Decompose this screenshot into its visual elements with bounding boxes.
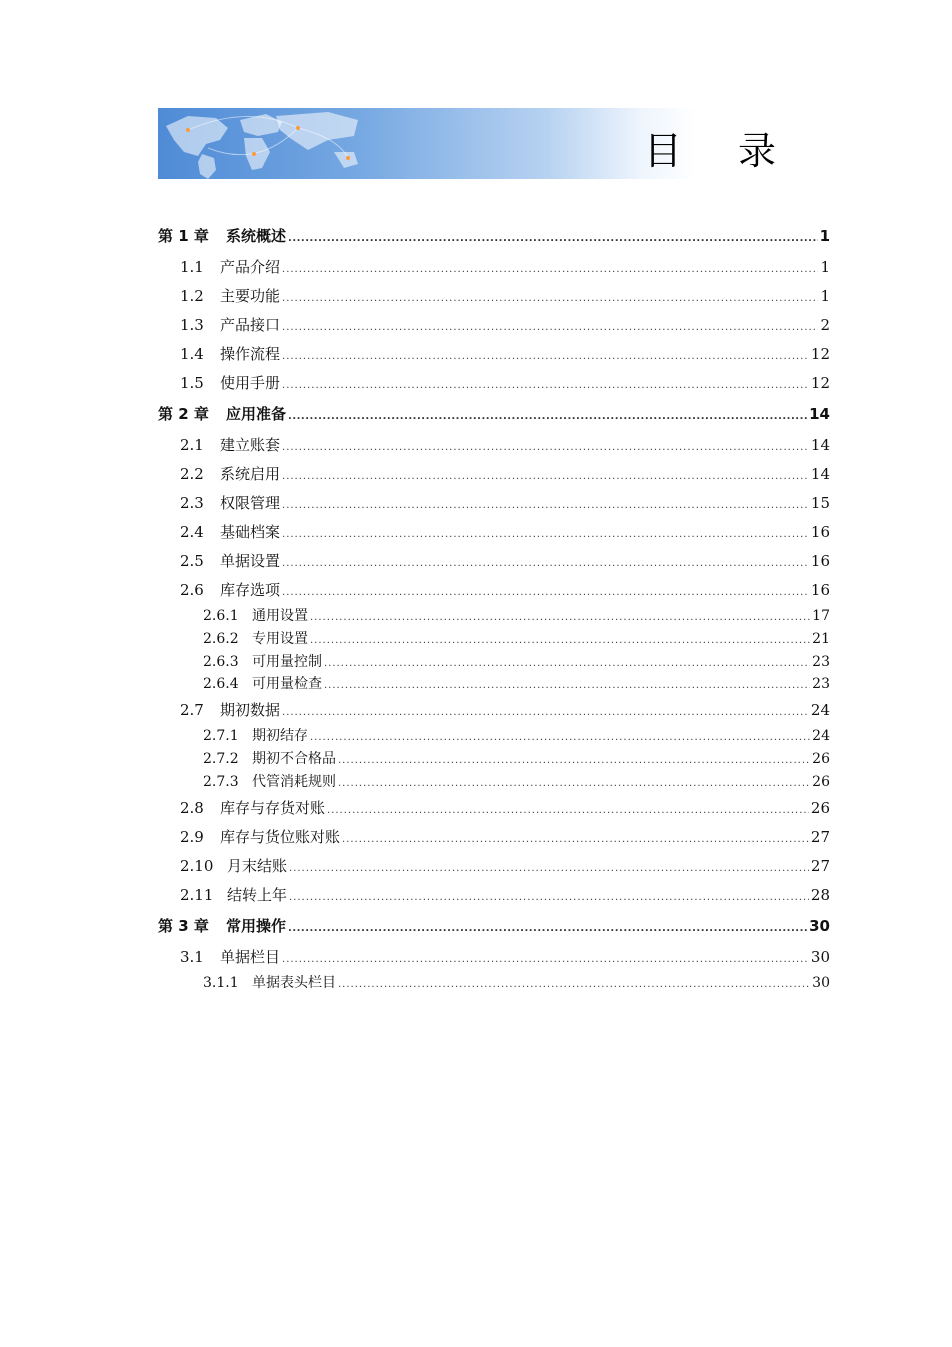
toc-entry[interactable] — [158, 341, 830, 370]
toc-number: 2.3 — [180, 494, 204, 512]
toc-page-number: 21 — [812, 630, 830, 647]
toc-leader-dots — [289, 882, 809, 911]
toc-entry[interactable] — [158, 973, 830, 996]
toc-title: 专用设置 — [252, 630, 308, 647]
toc-number: 1.5 — [180, 374, 204, 392]
toc-entry[interactable] — [158, 490, 830, 519]
toc-leader-dots — [282, 432, 809, 461]
toc-title: 单据栏目 — [220, 947, 281, 966]
toc-entry[interactable] — [158, 254, 830, 283]
toc-entry[interactable] — [158, 772, 830, 795]
toc-leader-dots — [327, 795, 809, 824]
toc-title: 权限管理 — [220, 494, 281, 512]
toc-page-number: 30 — [810, 947, 830, 966]
toc-title: 库存与货位账对账 — [220, 827, 341, 846]
toc-chapter[interactable] — [158, 399, 830, 432]
toc-leader-dots — [282, 283, 818, 312]
toc-title: 可用量控制 — [252, 653, 322, 670]
toc-number: 2.4 — [180, 523, 204, 541]
toc-leader-dots — [310, 629, 810, 652]
toc-entry[interactable] — [158, 370, 830, 399]
toc-number: 3.1.1 — [203, 974, 239, 991]
toc-number: 2.7.3 — [203, 773, 239, 790]
toc-page-number: 24 — [812, 728, 830, 745]
header-banner — [158, 108, 830, 179]
toc-number: 2.2 — [180, 465, 204, 483]
toc-number: 1.3 — [180, 316, 204, 334]
toc-entry[interactable] — [158, 548, 830, 577]
toc-page-number: 1 — [819, 227, 830, 245]
toc-title: 应用准备 — [226, 405, 287, 423]
toc-title: 主要功能 — [220, 287, 281, 305]
toc-number: 2.7.1 — [203, 728, 239, 745]
toc-title: 代管消耗规则 — [252, 773, 336, 790]
toc-page-number: 24 — [810, 701, 830, 720]
toc-title: 基础档案 — [220, 523, 281, 541]
toc-title: 通用设置 — [252, 608, 308, 624]
toc-page-number: 16 — [810, 552, 830, 570]
toc-leader-dots — [282, 341, 809, 370]
toc-title: 产品接口 — [220, 316, 281, 334]
toc-entry[interactable] — [158, 795, 830, 824]
toc-title: 使用手册 — [220, 374, 281, 392]
toc-chapter[interactable] — [158, 911, 830, 944]
toc-number: 第 1 章 — [158, 227, 209, 245]
toc-entry[interactable] — [158, 652, 830, 675]
toc-entry[interactable] — [158, 749, 830, 772]
toc-leader-dots — [288, 911, 807, 944]
toc-number: 第 3 章 — [158, 916, 209, 935]
toc-title: 常用操作 — [226, 916, 287, 935]
toc-number: 1.1 — [180, 258, 204, 276]
toc-page-number: 1 — [820, 287, 830, 305]
toc-page-number: 14 — [810, 465, 830, 483]
toc-leader-dots — [324, 652, 810, 675]
toc-number: 1.2 — [180, 287, 204, 305]
toc-page-number: 26 — [810, 798, 830, 817]
toc-number: 2.7.2 — [203, 750, 239, 767]
toc-entry[interactable] — [158, 629, 830, 652]
toc-page-number: 2 — [820, 316, 830, 334]
toc-page-number: 12 — [810, 374, 830, 392]
toc-title: 库存选项 — [220, 581, 281, 599]
toc-leader-dots — [282, 944, 809, 973]
toc-number: 2.6.1 — [203, 608, 239, 624]
toc-leader-dots — [289, 853, 809, 882]
toc-entry[interactable] — [158, 882, 830, 911]
toc-page-number: 27 — [810, 856, 830, 875]
toc-entry[interactable] — [158, 824, 830, 853]
toc-entry[interactable] — [158, 283, 830, 312]
toc-title: 建立账套 — [220, 436, 281, 454]
toc-number: 2.6.3 — [203, 653, 239, 670]
toc-number: 2.11 — [180, 885, 214, 904]
toc-leader-dots — [282, 548, 809, 577]
toc-number: 2.7 — [180, 701, 204, 720]
toc-leader-dots — [288, 221, 818, 254]
toc-page-number: 28 — [810, 885, 830, 904]
world-map-icon — [158, 108, 638, 179]
toc-title: 操作流程 — [220, 345, 281, 363]
toc-entry[interactable] — [158, 697, 830, 726]
toc-leader-dots — [338, 772, 810, 795]
toc-title: 系统启用 — [220, 465, 281, 483]
toc-title: 期初结存 — [252, 728, 308, 745]
toc-number: 3.1 — [180, 947, 204, 966]
toc-number: 第 2 章 — [158, 405, 209, 423]
toc-leader-dots — [338, 749, 810, 772]
toc-leader-dots — [282, 312, 818, 341]
toc-number: 2.8 — [180, 798, 204, 817]
toc-title: 期初不合格品 — [252, 750, 336, 767]
toc-entry[interactable] — [158, 461, 830, 490]
toc-number: 2.1 — [180, 436, 204, 454]
toc-leader-dots — [282, 577, 809, 606]
toc-entry[interactable] — [158, 432, 830, 461]
toc-leader-dots — [282, 490, 809, 519]
toc-leader-dots — [342, 824, 809, 853]
toc-page-number: 12 — [810, 345, 830, 363]
toc-number: 2.5 — [180, 552, 204, 570]
toc-leader-dots — [310, 606, 810, 629]
toc-leader-dots — [282, 519, 809, 548]
toc-page-number: 30 — [809, 916, 830, 935]
toc-title: 可用量检查 — [252, 676, 322, 693]
toc-entry[interactable] — [158, 674, 830, 697]
toc-leader-dots — [282, 254, 818, 283]
toc-leader-dots — [288, 399, 807, 432]
toc-title: 期初数据 — [220, 701, 281, 720]
toc-entry[interactable] — [158, 853, 830, 882]
toc-leader-dots — [310, 726, 810, 749]
toc-entry[interactable] — [158, 312, 830, 341]
table-of-contents — [158, 221, 830, 995]
toc-title: 系统概述 — [226, 227, 287, 245]
toc-page-number: 14 — [810, 436, 830, 454]
toc-leader-dots — [282, 461, 809, 490]
toc-number: 2.9 — [180, 827, 204, 846]
toc-page-number: 23 — [812, 653, 830, 670]
toc-page-number: 16 — [810, 523, 830, 541]
toc-entry[interactable] — [158, 519, 830, 548]
toc-number: 1.4 — [180, 345, 204, 363]
toc-title: 单据表头栏目 — [252, 974, 336, 991]
toc-page-number: 23 — [812, 676, 830, 693]
toc-page-number: 14 — [809, 405, 830, 423]
toc-entry[interactable] — [158, 944, 830, 973]
toc-page-number: 17 — [812, 608, 830, 624]
toc-number: 2.6.2 — [203, 630, 239, 647]
toc-number: 2.6.4 — [203, 676, 239, 693]
toc-page-number: 27 — [810, 827, 830, 846]
toc-page-number: 1 — [820, 258, 830, 276]
toc-title: 结转上年 — [227, 885, 288, 904]
toc-leader-dots — [338, 973, 810, 996]
toc-chapter[interactable] — [158, 221, 830, 254]
toc-page-number: 15 — [810, 494, 830, 512]
toc-page-number: 26 — [812, 773, 830, 790]
toc-title: 单据设置 — [220, 552, 281, 570]
page-title: 目 录 — [643, 129, 798, 173]
toc-title: 月末结账 — [227, 856, 288, 875]
toc-entry[interactable] — [158, 606, 830, 629]
toc-entry[interactable] — [158, 726, 830, 749]
toc-number: 2.6 — [180, 581, 204, 599]
toc-page-number: 16 — [810, 581, 830, 599]
toc-leader-dots — [324, 674, 810, 697]
toc-page-number: 30 — [812, 974, 830, 991]
toc-leader-dots — [282, 697, 809, 726]
toc-title: 产品介绍 — [220, 258, 281, 276]
toc-number: 2.10 — [180, 856, 214, 875]
toc-title: 库存与存货对账 — [220, 798, 326, 817]
toc-page-number: 26 — [812, 750, 830, 767]
toc-entry[interactable] — [158, 577, 830, 606]
toc-leader-dots — [282, 370, 809, 399]
